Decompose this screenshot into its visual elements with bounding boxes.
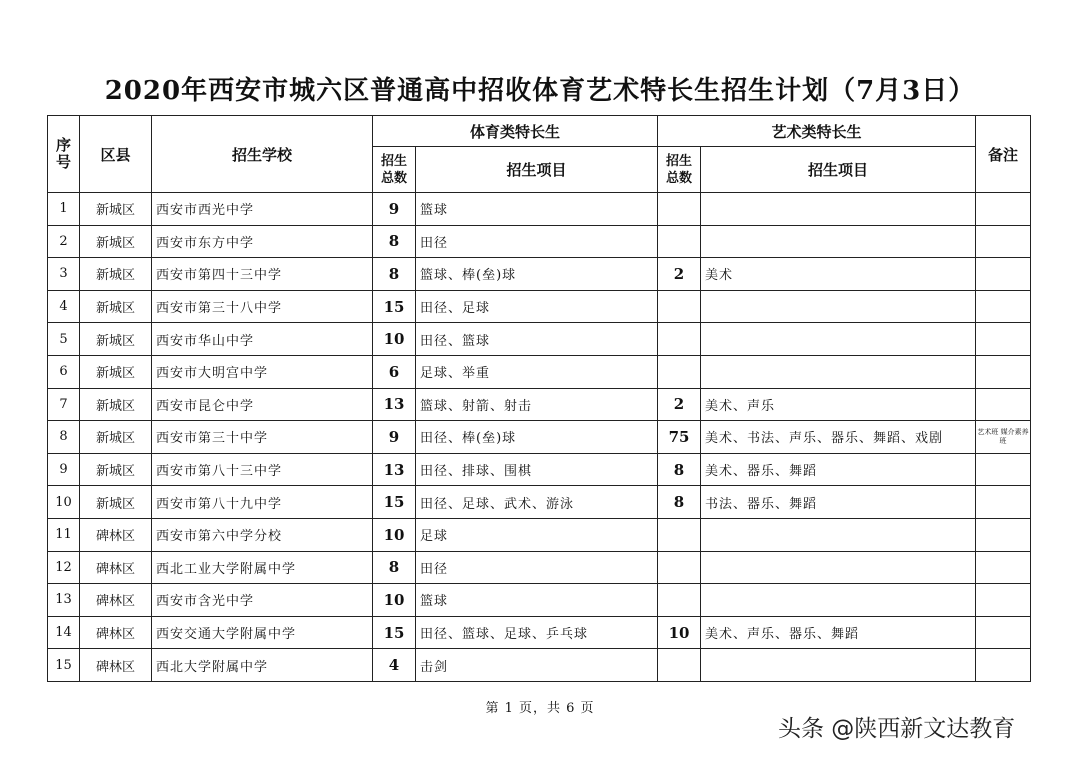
cell-sports-total: 9: [373, 193, 416, 226]
table-row: [48, 551, 1031, 584]
table-row: [48, 193, 1031, 226]
cell-note: [976, 649, 1031, 682]
cell-district: 碑林区: [80, 649, 152, 682]
cell-sports-items: 田径、篮球、足球、乒乓球: [416, 616, 658, 649]
cell-sports-total: 15: [373, 290, 416, 323]
cell-no: 5: [48, 323, 80, 356]
cell-district: 碑林区: [80, 616, 152, 649]
header-arts-total-text: 招生总数: [666, 153, 693, 186]
cell-sports-total: 10: [373, 518, 416, 551]
table-body: [48, 193, 1031, 682]
cell-arts-total: [658, 551, 701, 584]
cell-school: 西安市第六中学分校: [152, 518, 373, 551]
header-sports-project: 招生项目: [416, 147, 658, 193]
cell-school: 西安市含光中学: [152, 584, 373, 617]
cell-school: 西安市第八十三中学: [152, 453, 373, 486]
header-remarks: 备注: [976, 116, 1031, 193]
table-row: [48, 388, 1031, 421]
cell-no: 4: [48, 290, 80, 323]
cell-sports-items: 篮球: [416, 584, 658, 617]
cell-school: 西安市第八十九中学: [152, 486, 373, 519]
cell-sports-items: 击剑: [416, 649, 658, 682]
cell-school: 西安交通大学附属中学: [152, 616, 373, 649]
header-district: 区县: [80, 116, 152, 193]
cell-note: [976, 486, 1031, 519]
cell-sports-items: 篮球: [416, 193, 658, 226]
cell-no: 10: [48, 486, 80, 519]
cell-school: 西安市西光中学: [152, 193, 373, 226]
cell-district: 碑林区: [80, 518, 152, 551]
table-row: [48, 453, 1031, 486]
cell-sports-total: 10: [373, 323, 416, 356]
cell-no: 15: [48, 649, 80, 682]
cell-school: 西安市大明宫中学: [152, 355, 373, 388]
cell-note: [976, 453, 1031, 486]
cell-arts-total: [658, 323, 701, 356]
cell-district: 新城区: [80, 225, 152, 258]
cell-arts-total: [658, 355, 701, 388]
cell-arts-total: [658, 193, 701, 226]
cell-sports-items: 田径、足球、武术、游泳: [416, 486, 658, 519]
table-row: [48, 486, 1031, 519]
cell-no: 3: [48, 258, 80, 291]
cell-district: 新城区: [80, 290, 152, 323]
page-title: 2020年西安市城六区普通高中招收体育艺术特长生招生计划（7月3日）: [104, 76, 976, 106]
cell-note: [976, 584, 1031, 617]
cell-arts-items: [701, 518, 976, 551]
cell-arts-total: [658, 584, 701, 617]
cell-sports-total: 13: [373, 453, 416, 486]
cell-district: 新城区: [80, 355, 152, 388]
cell-note: [976, 225, 1031, 258]
cell-sports-items: 田径: [416, 225, 658, 258]
enrollment-plan-table: [47, 115, 1031, 682]
cell-sports-items: 足球、举重: [416, 355, 658, 388]
header-sports-total: [373, 147, 416, 193]
cell-sports-items: 田径、足球: [416, 290, 658, 323]
cell-sports-items: 田径、篮球: [416, 323, 658, 356]
cell-school: 西安市第四十三中学: [152, 258, 373, 291]
cell-district: 新城区: [80, 193, 152, 226]
cell-sports-total: 9: [373, 421, 416, 454]
cell-sports-total: 8: [373, 225, 416, 258]
table-row: [48, 290, 1031, 323]
table-row: [48, 225, 1031, 258]
cell-school: 西安市第三十中学: [152, 421, 373, 454]
cell-sports-total: 6: [373, 355, 416, 388]
cell-school: 西安市华山中学: [152, 323, 373, 356]
cell-arts-total: [658, 225, 701, 258]
cell-arts-items: [701, 551, 976, 584]
cell-arts-total: 10: [658, 616, 701, 649]
cell-arts-total: 8: [658, 453, 701, 486]
cell-no: 1: [48, 193, 80, 226]
cell-school: 西安市第三十八中学: [152, 290, 373, 323]
cell-sports-items: 篮球、射箭、射击: [416, 388, 658, 421]
cell-arts-total: 2: [658, 258, 701, 291]
cell-note: [976, 388, 1031, 421]
cell-sports-total: 8: [373, 551, 416, 584]
cell-sports-items: 田径、排球、围棋: [416, 453, 658, 486]
cell-no: 6: [48, 355, 80, 388]
header-sports-total-text: 招生总数: [380, 153, 407, 186]
cell-district: 新城区: [80, 258, 152, 291]
header-arts-total: [658, 147, 701, 193]
cell-no: 14: [48, 616, 80, 649]
cell-school: 西北大学附属中学: [152, 649, 373, 682]
cell-no: 2: [48, 225, 80, 258]
cell-sports-items: 篮球、棒(垒)球: [416, 258, 658, 291]
table-row: [48, 421, 1031, 454]
cell-arts-items: 美术、器乐、舞蹈: [701, 453, 976, 486]
cell-district: 新城区: [80, 453, 152, 486]
cell-no: 11: [48, 518, 80, 551]
cell-school: 西安市东方中学: [152, 225, 373, 258]
cell-arts-items: [701, 193, 976, 226]
header-arts-project: 招生项目: [701, 147, 976, 193]
cell-arts-items: 美术、声乐、器乐、舞蹈: [701, 616, 976, 649]
cell-district: 碑林区: [80, 551, 152, 584]
header-arts-group: 艺术类特长生: [658, 116, 976, 147]
cell-no: 12: [48, 551, 80, 584]
cell-arts-items: [701, 290, 976, 323]
cell-arts-items: [701, 323, 976, 356]
cell-arts-items: [701, 649, 976, 682]
cell-school: 西安市昆仑中学: [152, 388, 373, 421]
cell-arts-items: 书法、器乐、舞蹈: [701, 486, 976, 519]
cell-district: 新城区: [80, 486, 152, 519]
cell-sports-items: 田径: [416, 551, 658, 584]
cell-note: [976, 616, 1031, 649]
header-school: 招生学校: [152, 116, 373, 193]
table-row: [48, 258, 1031, 291]
page-footer: 第 1 页，共 6 页: [485, 701, 595, 716]
cell-arts-items: [701, 225, 976, 258]
cell-arts-items: 美术、书法、声乐、器乐、舞蹈、戏剧: [701, 421, 976, 454]
table-header-row: [48, 116, 1031, 147]
cell-district: 新城区: [80, 388, 152, 421]
cell-sports-items: 田径、棒(垒)球: [416, 421, 658, 454]
cell-arts-items: 美术、声乐: [701, 388, 976, 421]
cell-sports-total: 4: [373, 649, 416, 682]
table-row: [48, 355, 1031, 388]
cell-arts-items: [701, 584, 976, 617]
cell-sports-total: 15: [373, 486, 416, 519]
cell-no: 13: [48, 584, 80, 617]
cell-sports-total: 10: [373, 584, 416, 617]
table-row: [48, 616, 1031, 649]
cell-arts-total: 8: [658, 486, 701, 519]
cell-no: 7: [48, 388, 80, 421]
cell-arts-total: 75: [658, 421, 701, 454]
cell-note: 艺术班 媒介素养班: [976, 421, 1031, 454]
table-row: [48, 518, 1031, 551]
cell-arts-total: [658, 649, 701, 682]
cell-district: 新城区: [80, 323, 152, 356]
cell-arts-total: 2: [658, 388, 701, 421]
table-row: [48, 584, 1031, 617]
cell-arts-items: [701, 355, 976, 388]
cell-note: [976, 323, 1031, 356]
cell-note: [976, 258, 1031, 291]
cell-note: [976, 290, 1031, 323]
header-no-text: 序号: [55, 136, 71, 171]
cell-district: 碑林区: [80, 584, 152, 617]
cell-no: 9: [48, 453, 80, 486]
cell-note: [976, 193, 1031, 226]
cell-arts-items: 美术: [701, 258, 976, 291]
cell-sports-total: 13: [373, 388, 416, 421]
cell-note: [976, 518, 1031, 551]
cell-note: [976, 551, 1031, 584]
cell-note: [976, 355, 1031, 388]
header-sports-group: 体育类特长生: [373, 116, 658, 147]
cell-sports-total: 8: [373, 258, 416, 291]
cell-sports-items: 足球: [416, 518, 658, 551]
cell-arts-total: [658, 518, 701, 551]
cell-no: 8: [48, 421, 80, 454]
table-row: [48, 649, 1031, 682]
header-no: [48, 116, 80, 193]
table-row: [48, 323, 1031, 356]
cell-school: 西北工业大学附属中学: [152, 551, 373, 584]
cell-sports-total: 15: [373, 616, 416, 649]
watermark: 头条 @陕西新文达教育: [778, 716, 1016, 742]
cell-district: 新城区: [80, 421, 152, 454]
cell-arts-total: [658, 290, 701, 323]
